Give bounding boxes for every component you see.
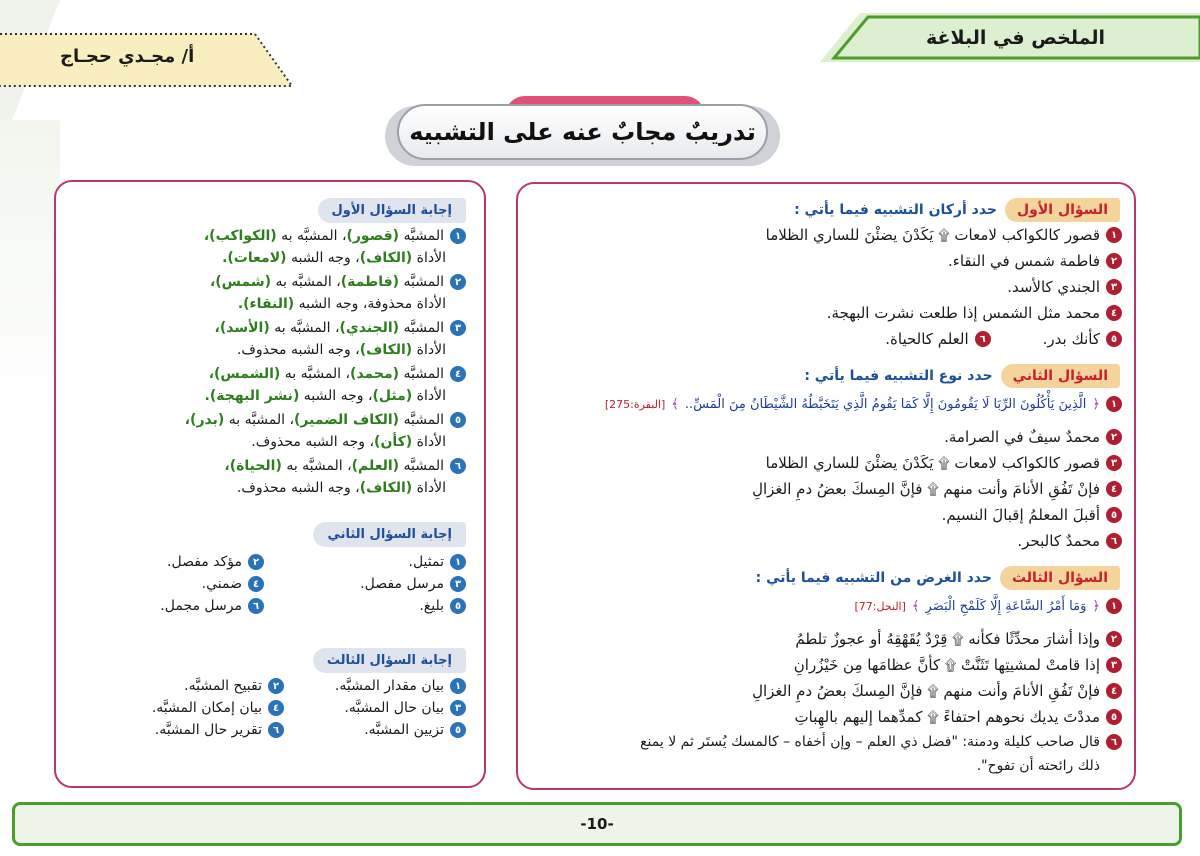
title-banner [385,96,780,170]
subject-header [820,10,1200,65]
number-badge: ٥ [450,412,466,428]
a1-entry: ٢ المشبَّه (فاطمة)، المشبَّه به (شمس)، [210,274,466,290]
q2-badge: السؤال الثاني [1001,364,1120,388]
q3-prompt: حدد الغرض من التشبيه فيما يأتي : [755,570,992,586]
a3-item: ١ بيان مقدار المشبَّه. [335,678,466,694]
a3-header: إجابة السؤال الثالث [313,648,466,673]
number-badge: ٣ [1106,657,1122,673]
q3-item: ٣ إذا قامتْ لمشيتِها تَثَنَّتْ ۩ كأنَّ عظامَها مِن خَيْزُرانِ [794,656,1122,674]
a2-item: ٦ مرسل مجمل. [160,598,264,614]
a1-entry-continuation: الأداة (الكاف)، وجه الشبه (لامعات). [222,250,446,266]
q1-item: ٣ الجندي كالأسد. [1007,278,1122,296]
a2-item: ١ تمثيل. [409,554,467,570]
number-badge: ١ [1106,227,1122,243]
number-badge: ٣ [450,320,466,336]
q2-item: ٥ أقبلَ المعلمُ إقبالَ النسيم. [942,506,1122,524]
q3-verse: ١ ﴿ وَمَا أَمْرُ السَّاعَةِ إِلَّا كَلَمْحِ الْبَصَرِ ﴾ [النحل:77] [854,598,1122,614]
number-badge: ٢ [248,554,264,570]
q2-item: ٦ محمدٌ كالبحر. [1017,532,1122,550]
number-badge: ١ [1106,598,1122,614]
a1-entry-continuation: الأداة محذوفة، وجه الشبه (النقاء). [237,296,446,312]
answers-panel [54,180,486,788]
number-badge: ١ [450,228,466,244]
number-badge: ٦ [268,722,284,738]
number-badge: ٦ [1106,734,1122,750]
q1-badge: السؤال الأول [1005,198,1120,222]
page-title: تدريبٌ مجابٌ عنه على التشبيه [397,104,768,160]
q3-item: ٥ مددْتَ يديك نحوهم احتفاءً ۩ كمدِّهما إليهم بالهِباتِ [795,708,1122,726]
page-number: -10- [580,815,614,833]
a1-entry-continuation: الأداة (مثل)، وجه الشبه (نشر البهجة). [204,388,446,404]
number-badge: ٤ [1106,481,1122,497]
q1-prompt: حدد أركان التشبيه فيما يأتي : [794,202,998,218]
number-badge: ٦ [1106,533,1122,549]
q2-verse: ١ ﴿ الَّذِينَ يَأْكُلُونَ الرِّبَا لَا يَقُومُونَ إِلَّا كَمَا يَقُومُ الَّذِي يَتَخَبَّطُهُ الشَّيْطَانُ مِنَ الْمَسِّ.. ﴾ [البقرة:275] [605,396,1122,412]
a3-item: ٣ بيان حال المشبَّه. [344,700,466,716]
a1-entry: ٤ المشبَّه (محمد)، المشبَّه به (الشمس)، [209,366,466,382]
a2-item: ٣ مرسل مفصل. [360,576,466,592]
number-badge: ٢ [1106,253,1122,269]
q1-header [794,196,1120,224]
a1-entry: ٣ المشبَّه (الجندي)، المشبَّه به (الأسد)، [215,320,466,336]
number-badge: ٣ [1106,279,1122,295]
a1-entry: ٥ المشبَّه (الكاف الضمير)، المشبَّه به (بدر)، [185,412,466,428]
number-badge: ٥ [450,598,466,614]
number-badge: ٤ [450,366,466,382]
q1-item: ٤ محمد مثل الشمس إذا طلعت نشرت البهجة. [827,304,1122,322]
a3-item: ٦ تقرير حال المشبَّه. [155,722,284,738]
verse-reference: [البقرة:275] [604,397,666,411]
number-badge: ٤ [268,700,284,716]
number-badge: ٥ [450,722,466,738]
author-name: أ/ مجـدي حجـاج [60,46,195,67]
a1-entry-continuation: الأداة (الكاف)، وجه الشبه محذوف. [236,480,446,496]
subject-title: الملخص في البلاغة [926,27,1105,49]
a1-entry-continuation: الأداة (كأن)، وجه الشبه محذوف. [251,434,446,450]
q1-item: ٢ فاطمة شمس في النقاء. [948,252,1122,270]
a2-item: ٥ بليغ. [419,598,466,614]
q2-header [804,362,1120,390]
q2-item: ٢ محمدٌ سيفٌ في الصرامة. [944,428,1122,446]
number-badge: ٦ [975,331,991,347]
a1-header: إجابة السؤال الأول [318,198,466,223]
q2-prompt: حدد نوع التشبيه فيما يأتي : [804,368,993,384]
questions-panel [516,182,1136,790]
a3-item: ٥ تزيين المشبَّه. [364,722,466,738]
number-badge: ٣ [1106,455,1122,471]
q2-item: ٤ فإنْ تَفُقِ الأنامَ وأنت منهم ۩ فإنَّ المِسكَ بعضُ دمِ الغزالِ [752,480,1122,498]
number-badge: ٥ [1106,331,1122,347]
q2-item: ٣ قصور كالكواكب لامعات ۩ يَكَدْنَ يضئْنَ للساري الظلاما [766,454,1122,472]
a1-entry: ١ المشبَّه (قصور)، المشبَّه به (الكواكب)، [204,228,466,244]
quran-verse: وَمَا أَمْرُ السَّاعَةِ إِلَّا كَلَمْحِ الْبَصَرِ [925,598,1087,614]
q1-item: ١ قصور كالكواكب لامعات ۩ يَكَدْنَ يضئْنَ للساري الظلاما [766,226,1122,244]
a2-header: إجابة السؤال الثاني [313,522,466,547]
q3-item: ٤ فإنْ تَفُقِ الأنامَ وأنت منهم ۩ فإنَّ المِسكَ بعضُ دمِ الغزالِ [752,682,1122,700]
q3-item: ٢ وإذا أشارَ محدِّثًا فكأنه ۩ قِرْدٌ يُقَهْقِهُ أو عجوزٌ تلطمُ [795,630,1122,648]
q3-item: ٦ قال صاحب كليلة ودمنة: "فضل ذي العلم – وإن أخفاه – كالمسك يُستَر ثم لا يمنع [640,734,1122,750]
number-badge: ٣ [450,700,466,716]
a3-item: ٢ تقبيح المشبَّه. [184,678,284,694]
number-badge: ٥ [1106,507,1122,523]
number-badge: ٢ [450,274,466,290]
q3-header [756,564,1120,592]
author-header [0,30,300,90]
a1-entry-continuation: الأداة (الكاف)، وجه الشبه محذوف. [236,342,446,358]
number-badge: ٢ [268,678,284,694]
number-badge: ٦ [248,598,264,614]
number-badge: ٢ [1106,429,1122,445]
number-badge: ٢ [1106,631,1122,647]
a1-entry: ٦ المشبَّه (العلم)، المشبَّه به (الحياة)، [224,458,466,474]
number-badge: ٦ [450,458,466,474]
number-badge: ٤ [1106,305,1122,321]
number-badge: ٥ [1106,709,1122,725]
verse-reference: [النحل:77] [854,599,906,613]
a2-item: ٤ ضمني. [202,576,264,592]
number-badge: ١ [1106,396,1122,412]
number-badge: ٣ [450,576,466,592]
number-badge: ١ [450,554,466,570]
number-badge: ٤ [1106,683,1122,699]
a3-item: ٤ بيان إمكان المشبَّه. [152,700,284,716]
a2-item: ٢ مؤكد مفصل. [167,554,264,570]
number-badge: ١ [450,678,466,694]
quran-verse: الَّذِينَ يَأْكُلُونَ الرِّبَا لَا يَقُومُونَ إِلَّا كَمَا يَقُومُ الَّذِي يَتَخَبَّطُهُ الشَّيْطَانُ مِنَ الْمَسِّ.. [684,396,1087,412]
q3-badge: السؤال الثالث [1000,566,1120,590]
page-footer [12,802,1182,846]
number-badge: ٤ [248,576,264,592]
side-decoration [0,120,60,420]
q1-item: ٥ كأنك بدر. ٦ العلم كالحياة. [885,330,1122,348]
q3-item-continuation: ذلك رائحته أن تفوح". [976,758,1100,774]
